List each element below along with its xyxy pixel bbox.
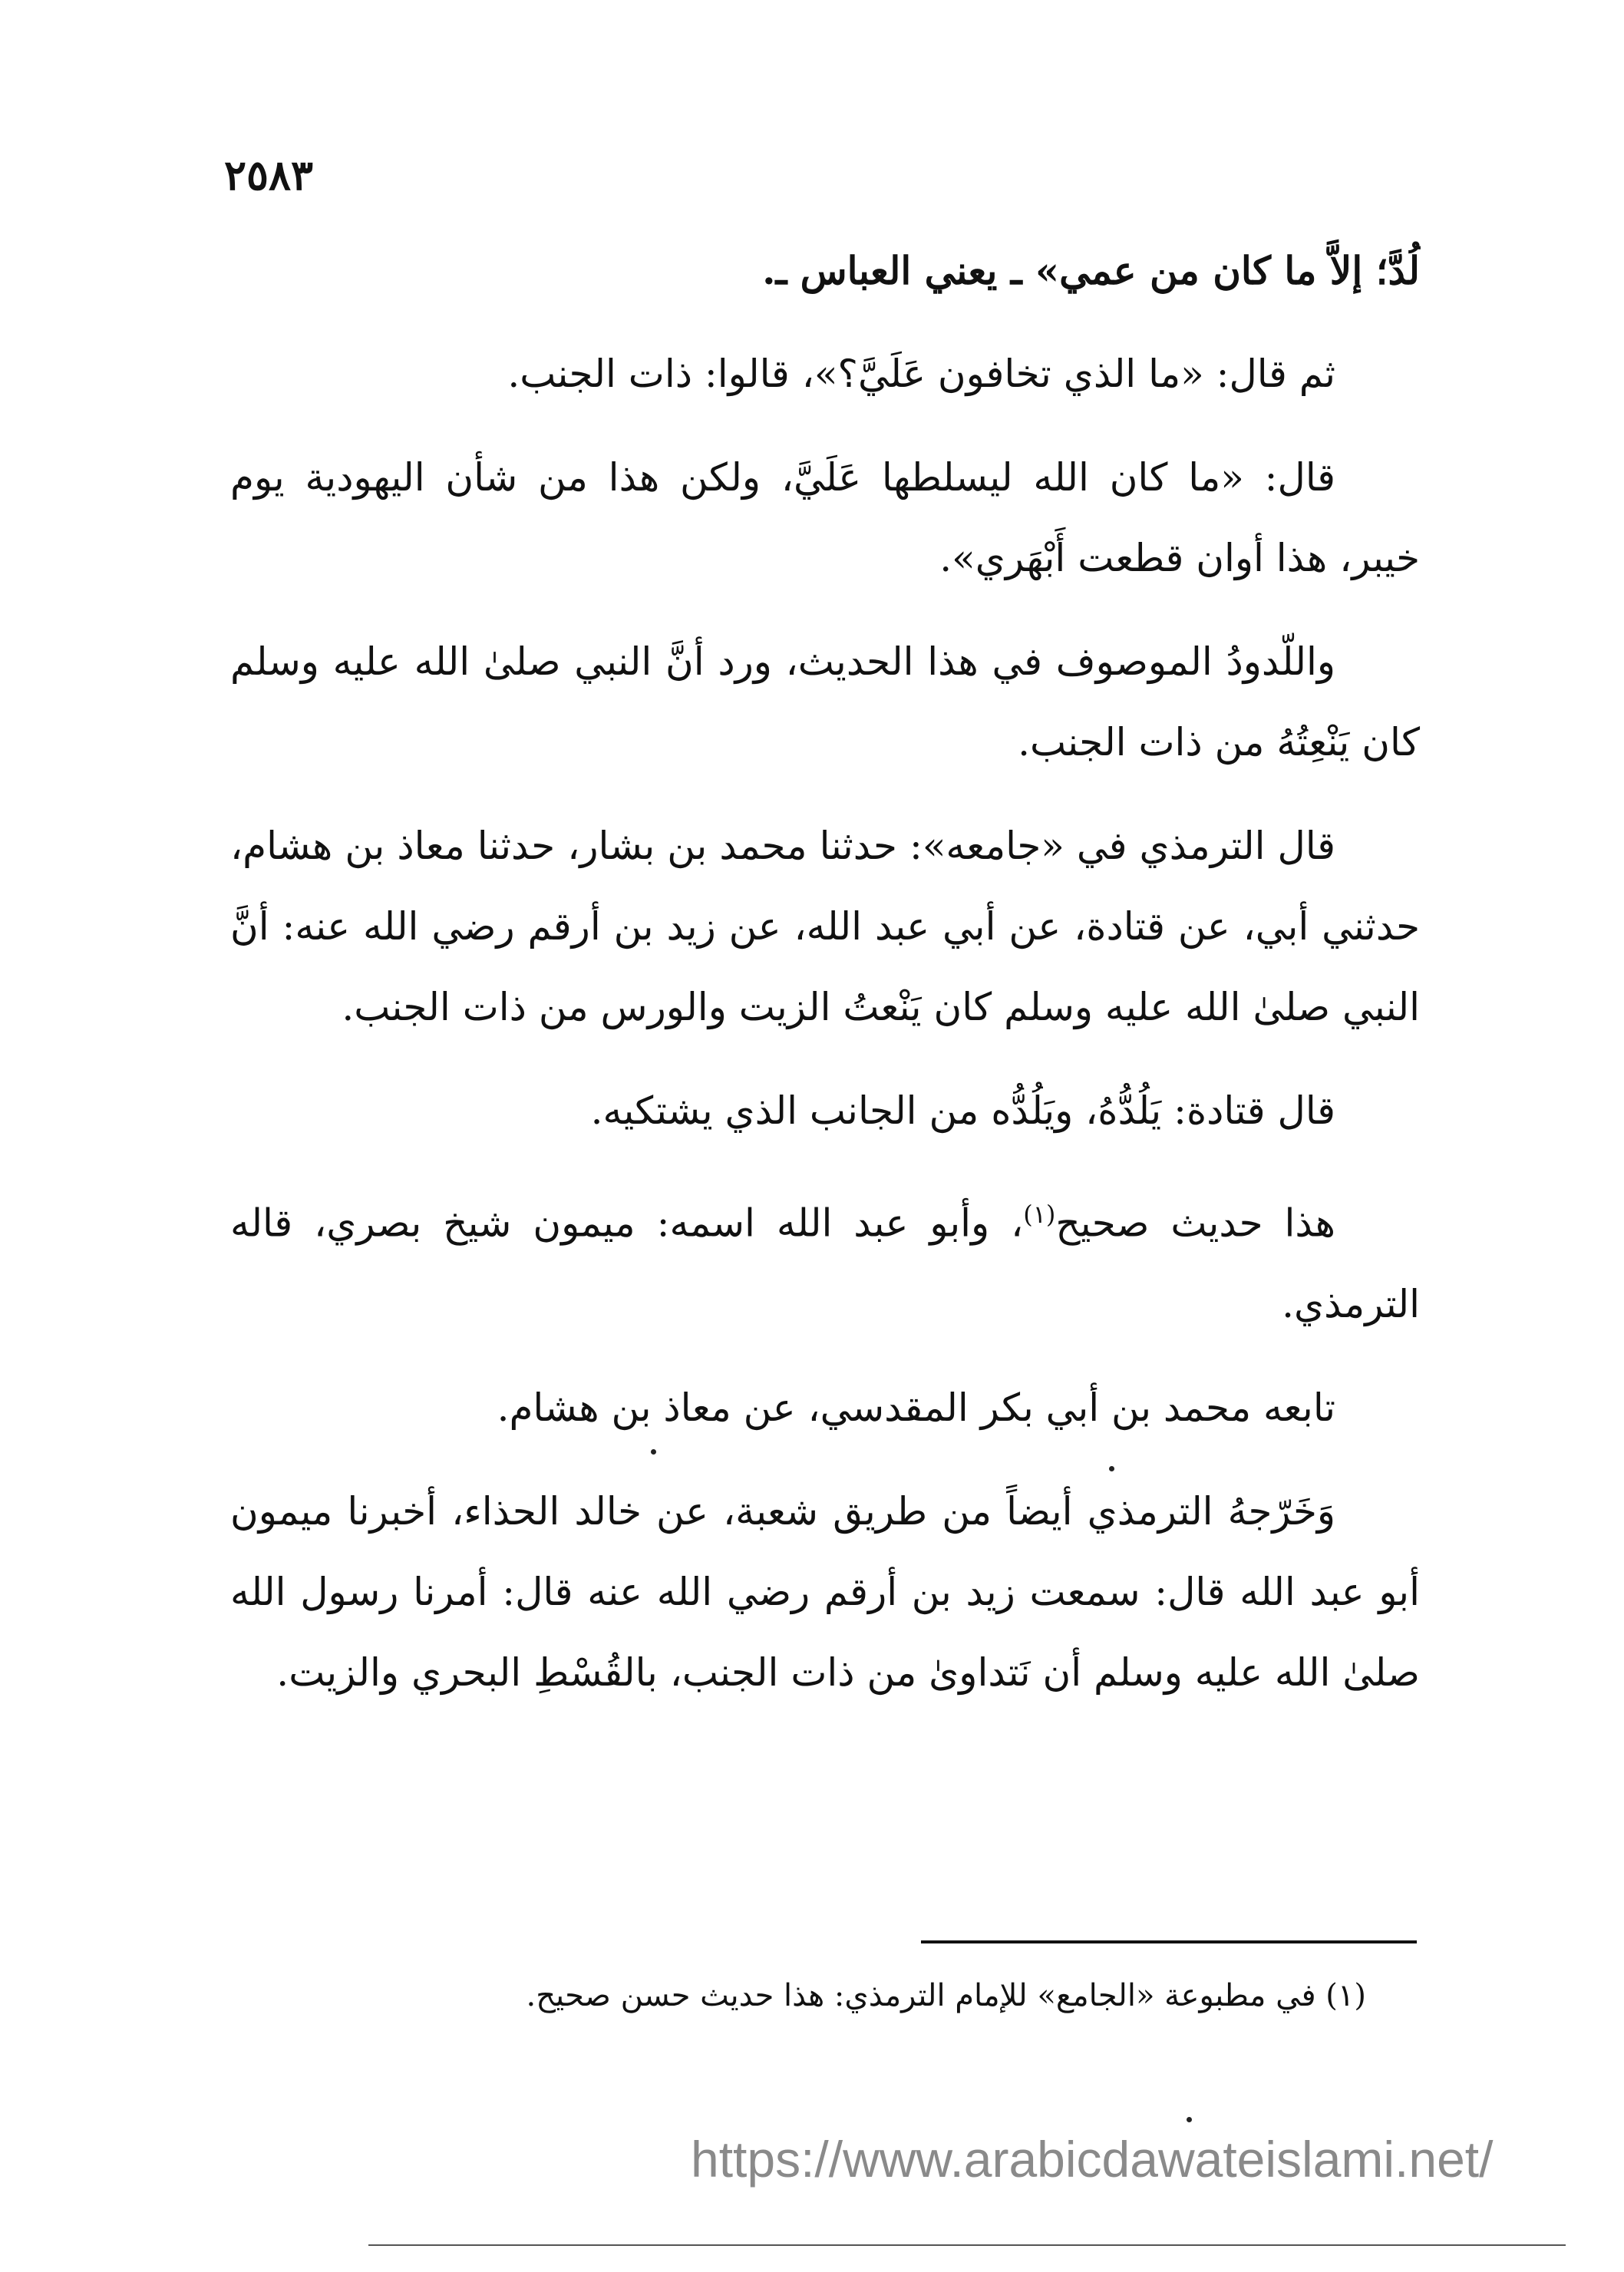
- paragraph-1: لُدَّ؛ إلاَّ ما كان من عمي» ـ يعني العباس ـ.: [762, 248, 1420, 293]
- paragraph-3: قال: «ما كان الله ليسلطها عَلَيَّ، ولكن هذا من شأن اليهودية يوم خيبر، هذا أوان قطعت أَبْهَري».: [230, 455, 1420, 580]
- page-number: ٢٥٨٣: [224, 150, 314, 200]
- main-text: [230, 230, 1420, 1736]
- paragraph-7-end: ، وأبو عبد الله اسمه: ميمون شيخ بصري، قاله الترمذي.: [230, 1200, 1420, 1326]
- bottom-divider: [368, 2244, 1566, 2246]
- paragraph-7: [230, 1174, 1420, 1345]
- paragraph-6: قال قتادة: يَلُدُّهُ، ويَلُدُّه من الجانب الذي يشتكيه.: [590, 1088, 1335, 1133]
- watermark-url: https://www.arabicdawateislami.net/: [691, 2131, 1494, 2188]
- paragraph-2: ثم قال: «ما الذي تخافون عَلَيَّ؟»، قالوا: ذات الجنب.: [507, 352, 1335, 396]
- footnote-divider: [921, 1940, 1417, 1943]
- decorative-dot: [1109, 1466, 1114, 1471]
- paragraph-9: وَخَرّجهُ الترمذي أيضاً من طريق شعبة، عن خالد الحذاء، أخبرنا ميمون أبو عبد الله قال: سمعت زيد بن أرقم رضي الله عنه قال: أمرنا رسول الله صلىٰ الله عليه وسلم أن نَتداوىٰ من ذات الجنب، بالقُسْطِ البحري والزيت.: [230, 1488, 1420, 1695]
- paragraph-8: تابعه محمد بن أبي بكر المقدسي، عن معاذ بن هشام.: [497, 1385, 1335, 1430]
- paragraph-4: واللّدودُ الموصوف في هذا الحديث، ورد أنَّ النبي صلىٰ الله عليه وسلم كان يَنْعِتُهُ من ذات الجنب.: [230, 639, 1420, 764]
- decorative-dot: [1187, 2117, 1192, 2122]
- paragraph-5: قال الترمذي في «جامعه»: حدثنا محمد بن بشار، حدثنا معاذ بن هشام، حدثني أبي، عن قتادة، عن أبي عبد الله، عن زيد بن أرقم رضي الله عنه: أنَّ النبي صلىٰ الله عليه وسلم كان يَنْعتُ الزيت والورس من ذات الجنب.: [230, 824, 1420, 1029]
- footnote: (١) في مطبوعة «الجامع» للإمام الترمذي: هذا حديث حسن صحيح.: [526, 1978, 1366, 2013]
- paragraph-7-start: هذا حديث صحيح: [1055, 1200, 1335, 1246]
- footnote-marker[interactable]: (١): [1023, 1200, 1056, 1229]
- decorative-dot: [651, 1449, 656, 1455]
